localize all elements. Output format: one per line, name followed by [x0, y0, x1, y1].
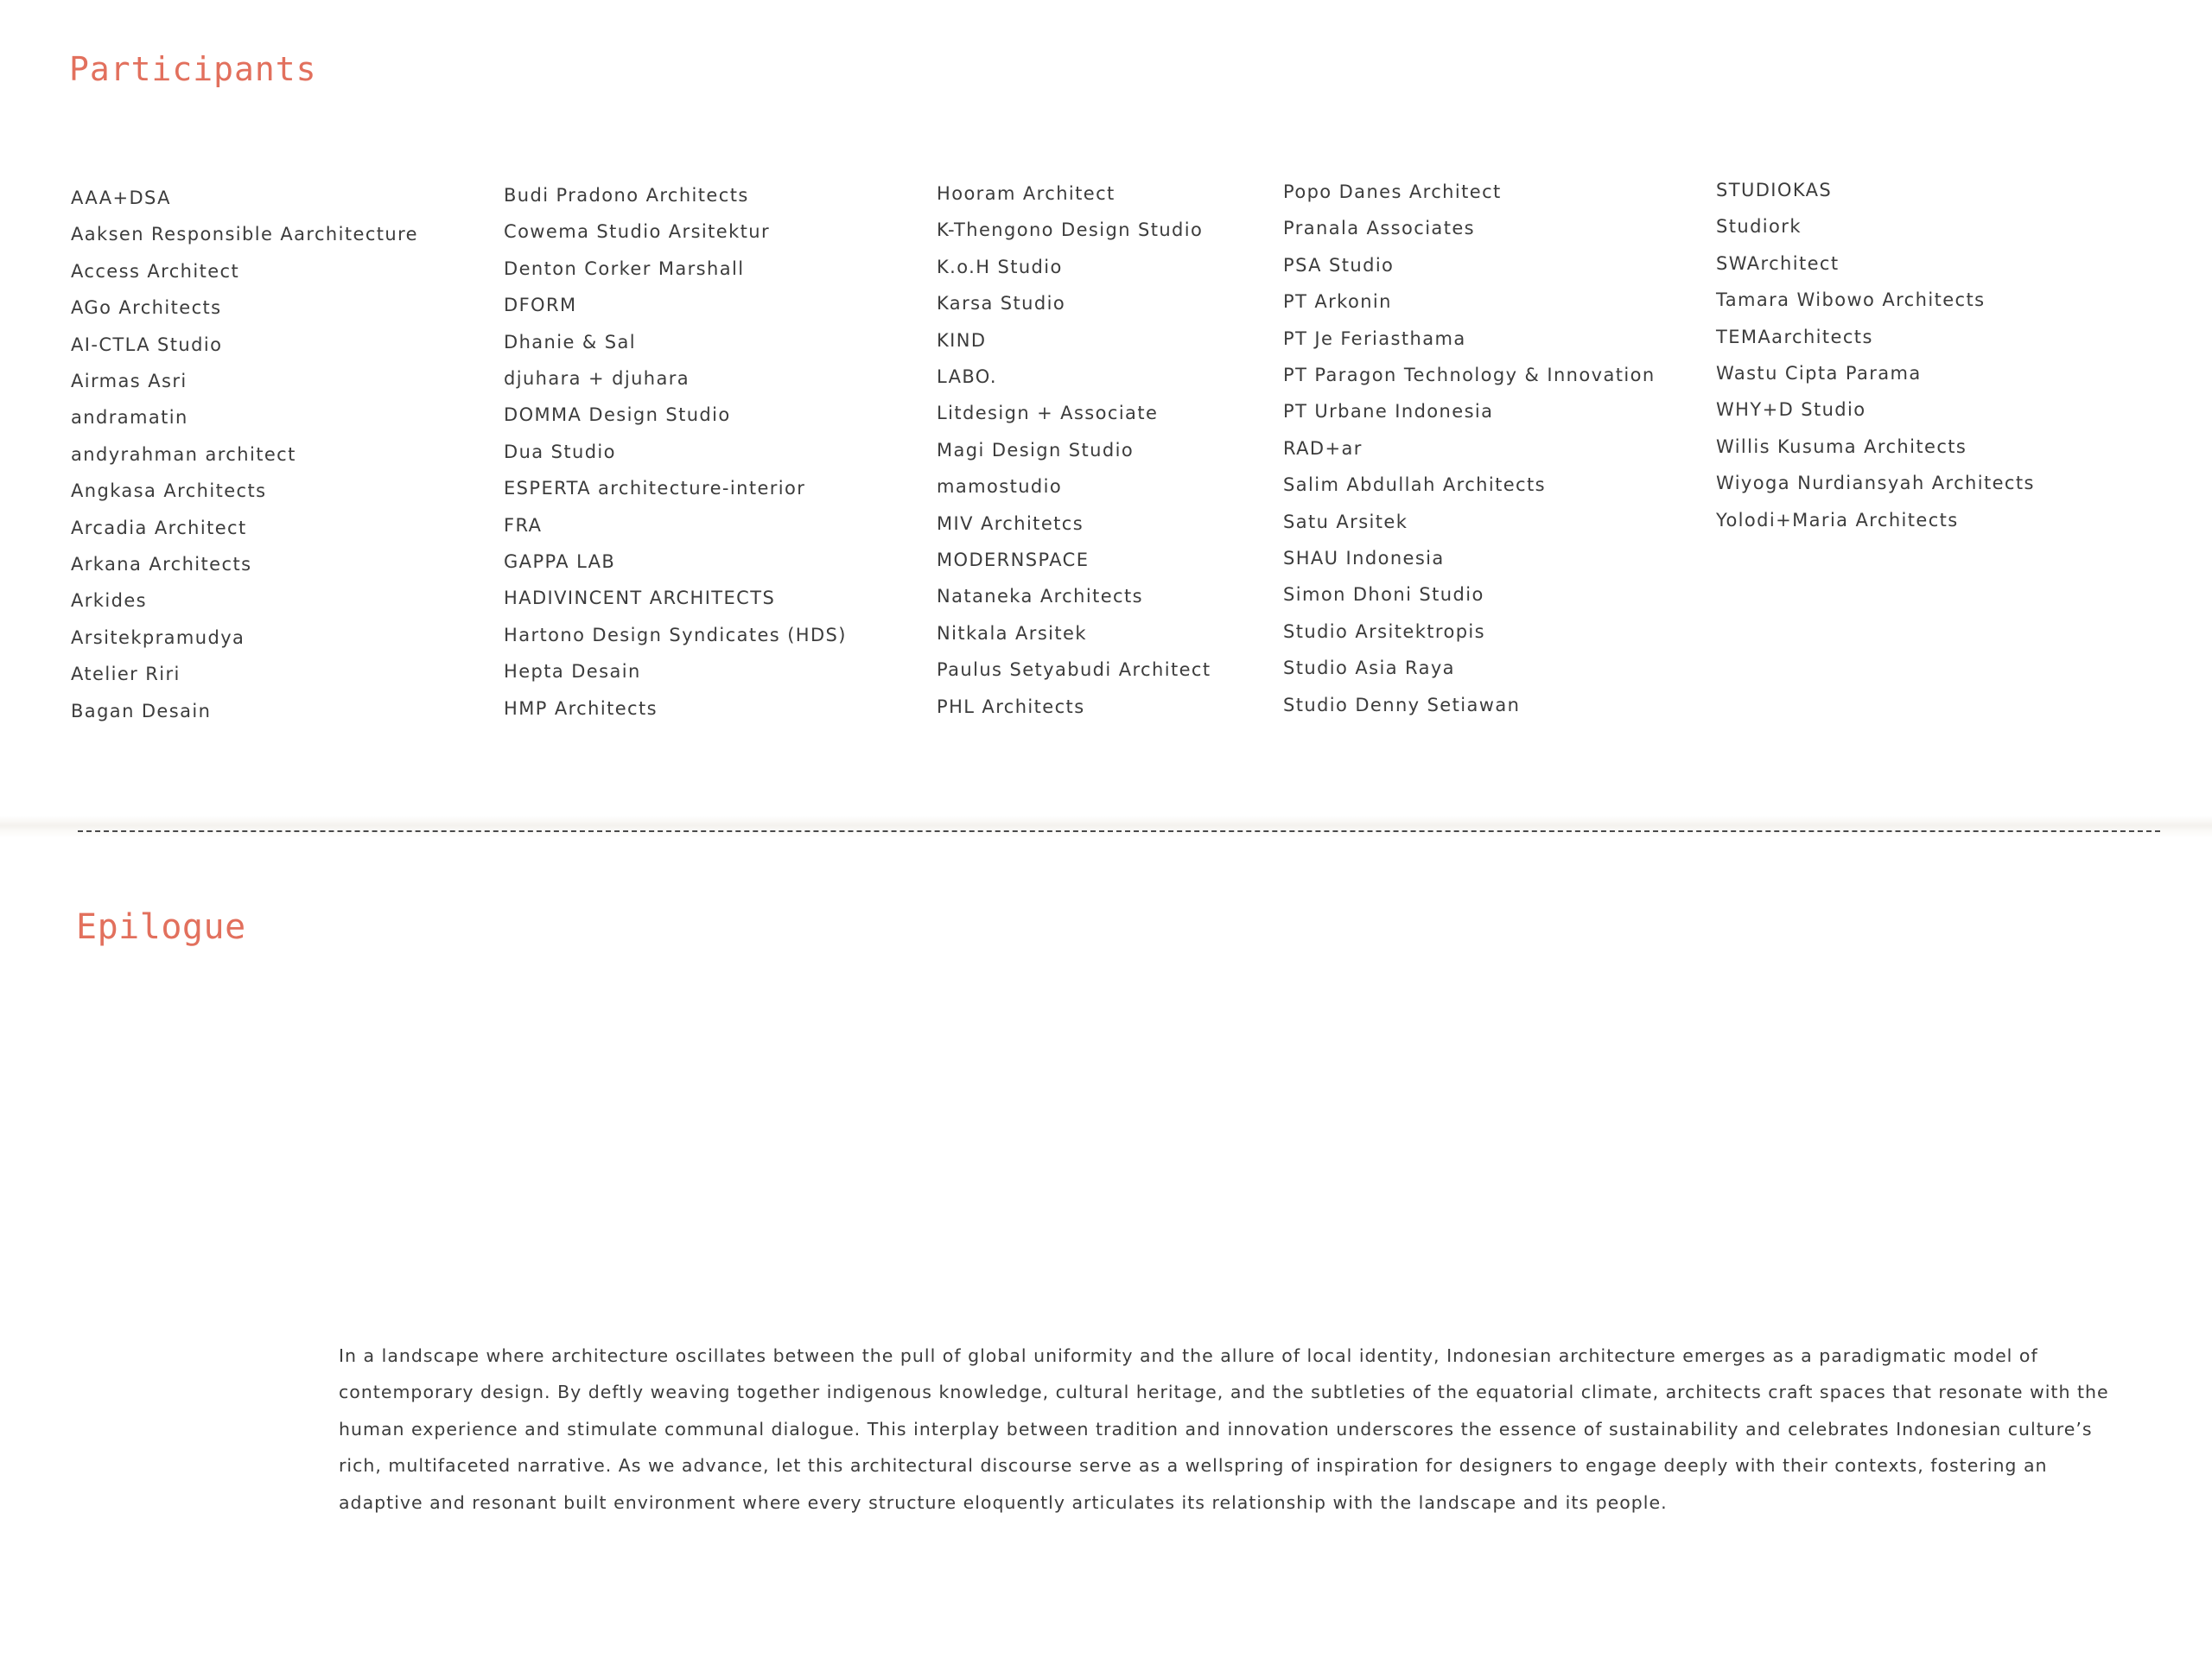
- participant-name: PT Urbane Indonesia: [1283, 401, 1494, 423]
- participant-name: FRA: [504, 514, 543, 536]
- participant-name: Satu Arsitek: [1283, 511, 1408, 532]
- participant-name: Salim Abdullah Architects: [1283, 474, 1546, 496]
- participant-name: TEMAarchitects: [1716, 326, 1873, 347]
- participant-name: Arkana Architects: [71, 554, 252, 575]
- participant-name: andramatin: [71, 407, 188, 429]
- participant-name: K.o.H Studio: [937, 256, 1063, 277]
- participant-name: SWArchitect: [1716, 252, 1840, 274]
- participant-name: AI-CTLA Studio: [71, 334, 223, 355]
- participant-name: Atelier Riri: [71, 664, 181, 685]
- participant-name: DOMMA Design Studio: [504, 404, 731, 426]
- participant-name: AAA+DSA: [71, 188, 171, 208]
- participant-name: PT Paragon Technology & Innovation: [1283, 365, 1656, 386]
- participants-column-2: [504, 177, 847, 727]
- participant-name: Airmas Asri: [71, 371, 188, 392]
- participant-name: LABO.: [937, 366, 997, 388]
- participant-name: HADIVINCENT ARCHITECTS: [504, 588, 776, 609]
- participant-name: Popo Danes Architect: [1283, 181, 1502, 202]
- participant-name: Angkasa Architects: [71, 480, 267, 502]
- participant-name: RAD+ar: [1283, 437, 1363, 459]
- participants-column-1: [71, 180, 418, 729]
- participant-name: DFORM: [504, 295, 577, 316]
- participant-name: Yolodi+Maria Architects: [1716, 509, 1959, 531]
- participant-name: AGo Architects: [71, 297, 222, 319]
- participant-name: Hepta Desain: [504, 661, 641, 683]
- participant-name: Bagan Desain: [71, 700, 212, 721]
- epilogue-paragraph: In a landscape where architecture oscillates between the pull of global uniformity and the allure of local identity, Indonesian architecture emerges as a paradigmatic model of contemporary design. By deftly weaving together indigenous knowledge, cultural heritage, and the subtleties of the equatorial climate, architects craft spaces that resonate with the human experience and stimulate communal dialogue. This interplay between tradition and innovation underscores the essence of sustainability and celebrates Indonesian culture’s rich, multifaceted narrative. As we advance, let this architectural discourse serve as a wellspring of inspiration for designers to engage deeply with their contexts, fostering an adaptive and resonant built environment where every structure eloquently articulates its relationship with the landscape and its people.: [339, 1345, 2109, 1513]
- participant-name: Studio Arsitektropis: [1283, 620, 1486, 642]
- participant-name: Studio Asia Raya: [1283, 658, 1455, 679]
- participant-name: Litdesign + Associate: [937, 403, 1159, 424]
- participant-name: Arkides: [71, 590, 147, 612]
- participant-name: STUDIOKAS: [1716, 180, 1833, 200]
- participant-name: Nataneka Architects: [937, 586, 1143, 607]
- participant-name: K-Thengono Design Studio: [937, 219, 1204, 241]
- participant-name: Tamara Wibowo Architects: [1716, 289, 1986, 311]
- participant-name: ESPERTA architecture-interior: [504, 478, 806, 499]
- participant-name: Simon Dhoni Studio: [1283, 584, 1484, 606]
- participant-name: Denton Corker Marshall: [504, 257, 745, 279]
- participants-column-5: [1716, 172, 2035, 538]
- participant-name: MODERNSPACE: [937, 550, 1090, 571]
- participant-name: MIV Architetcs: [937, 512, 1084, 534]
- participant-name: Aaksen Responsible Aarchitecture: [71, 224, 419, 245]
- participant-name: WHY+D Studio: [1716, 399, 1866, 421]
- section-divider: [78, 830, 2160, 832]
- page-fold: [0, 816, 2212, 838]
- epilogue-heading: Epilogue: [76, 907, 246, 947]
- participant-name: Dua Studio: [504, 441, 616, 462]
- participant-name: Wiyoga Nurdiansyah Architects: [1716, 473, 2035, 494]
- participant-name: Arsitekpramudya: [71, 626, 245, 648]
- participant-name: Studio Denny Setiawan: [1283, 694, 1521, 715]
- participant-name: andyrahman architect: [71, 443, 296, 465]
- participant-name: SHAU Indonesia: [1283, 548, 1445, 569]
- participant-name: Hooram Architect: [937, 183, 1116, 204]
- participant-name: PT Arkonin: [1283, 291, 1392, 313]
- participant-name: Budi Pradono Architects: [504, 185, 749, 206]
- participants-heading: Participants: [69, 50, 317, 88]
- participant-name: Studiork: [1716, 216, 1802, 238]
- participant-name: Willis Kusuma Architects: [1716, 435, 1967, 457]
- participants-column-3: [937, 175, 1211, 725]
- participant-name: Magi Design Studio: [937, 439, 1135, 461]
- participant-name: Arcadia Architect: [71, 517, 247, 538]
- participants-column-4: [1283, 174, 1656, 723]
- participant-name: GAPPA LAB: [504, 551, 616, 573]
- participant-name: Cowema Studio Arsitektur: [504, 221, 771, 243]
- participant-name: mamostudio: [937, 476, 1063, 498]
- participant-name: Pranala Associates: [1283, 218, 1475, 239]
- participant-name: Dhanie & Sal: [504, 331, 636, 353]
- participant-name: PT Je Feriasthama: [1283, 327, 1466, 349]
- participant-name: Paulus Setyabudi Architect: [937, 659, 1211, 681]
- participant-name: PSA Studio: [1283, 254, 1395, 276]
- participant-name: Wastu Cipta Parama: [1716, 363, 1922, 385]
- participant-name: Hartono Design Syndicates (HDS): [504, 624, 847, 645]
- participant-name: PHL Architects: [937, 696, 1085, 717]
- participant-name: djuhara + djuhara: [504, 368, 690, 390]
- participant-name: Access Architect: [71, 260, 240, 282]
- participant-name: Nitkala Arsitek: [937, 622, 1087, 644]
- participant-name: HMP Architects: [504, 697, 658, 719]
- participant-name: KIND: [937, 329, 987, 351]
- participant-name: Karsa Studio: [937, 293, 1066, 315]
